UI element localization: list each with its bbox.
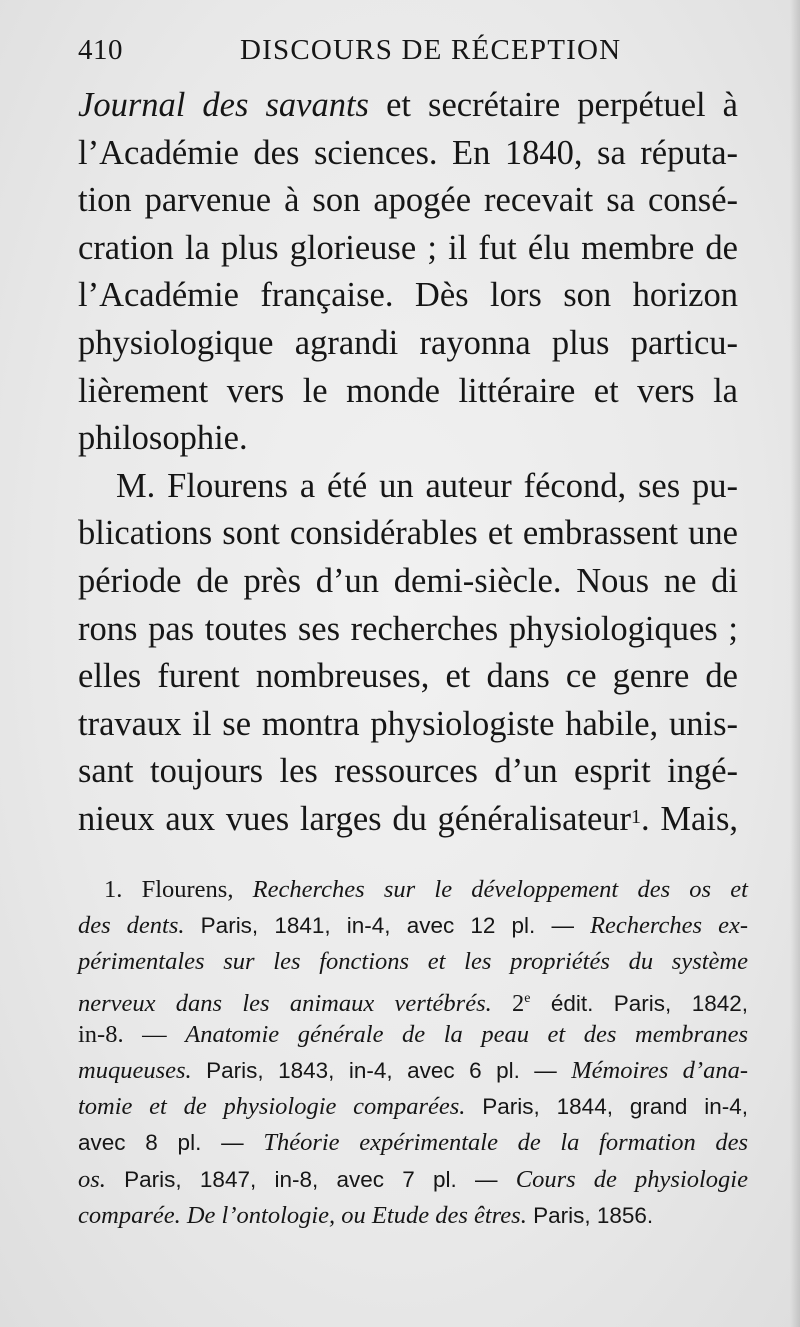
italic-span: os. xyxy=(78,1165,106,1193)
footnote-line xyxy=(78,872,748,908)
footnote xyxy=(78,872,748,1234)
footnote-line xyxy=(78,1198,748,1234)
body-text xyxy=(78,82,738,844)
text-line: elles furent nombreuses, et dans ce genre de xyxy=(78,657,738,696)
page-edge-shadow xyxy=(790,0,800,1327)
italic-span: Cours de physiologie xyxy=(515,1165,748,1193)
text-line: sant toujours les ressources d’un esprit ingé- xyxy=(78,752,738,791)
italic-span: Théorie expérimentale de la formation des xyxy=(263,1129,748,1157)
text-line: tion parvenue à son apogée recevait sa consé- xyxy=(78,181,738,220)
footnote-line xyxy=(78,981,748,1017)
italic-span: des dents. xyxy=(78,912,185,940)
italic-span: Anatomie générale de la peau et des membranes xyxy=(185,1020,748,1048)
paragraph-first-line: M. Flourens a été un auteur fécond, ses pu- xyxy=(116,466,738,505)
text-span: Paris, 1843, in-4, avec 6 pl. — xyxy=(191,1057,572,1083)
text-span: nieux aux vues larges du généralisateur xyxy=(78,799,632,838)
italic-span: périmentales sur les fonctions et les propriétés du système xyxy=(78,948,748,976)
text-span: Paris, 1841, in-4, avec 12 pl. — xyxy=(184,913,591,939)
italic-span: tomie et de physiologie comparées. xyxy=(78,1093,466,1121)
text-line: rons pas toutes ses recherches physiologiques ; xyxy=(78,609,738,648)
text-span: édit. Paris, 1842, xyxy=(530,990,748,1016)
text-span: Paris, 1847, in-8, avec 7 pl. — xyxy=(105,1166,516,1192)
text-line xyxy=(78,82,738,130)
text-span: avec 8 pl. — xyxy=(78,1130,264,1156)
text-line: blications sont considérables et embrassent une xyxy=(78,514,738,553)
text-line: physiologique agrandi rayonna plus particu- xyxy=(78,323,738,362)
text-line: travaux il se montra physiologiste habile, unis- xyxy=(78,704,738,743)
text-line xyxy=(78,796,738,844)
running-title: DISCOURS DE RÉCEPTION xyxy=(240,34,622,66)
italic-span: Recherches sur le développement des os et xyxy=(252,876,748,903)
running-header xyxy=(78,34,738,74)
italic-title: Journal des savants xyxy=(78,86,369,124)
italic-span: Recherches ex- xyxy=(590,912,749,940)
italic-span: muqueuses. xyxy=(78,1056,192,1084)
text-line: philosophie. xyxy=(78,419,248,458)
text-line: période de près d’un demi-siècle. Nous ne di xyxy=(78,561,738,600)
italic-span: Mémoires d’ana- xyxy=(571,1056,748,1084)
footnote-marker: 1 xyxy=(631,805,642,828)
footnote-line xyxy=(78,908,748,944)
text-span: et secrétaire perpétuel à xyxy=(368,86,738,124)
text-line: l’Académie des sciences. En 1840, sa réputa- xyxy=(78,133,738,172)
footnote-line xyxy=(78,1017,748,1053)
footnote-line xyxy=(78,1162,748,1198)
text-span: 2 xyxy=(491,989,525,1017)
footnote-line xyxy=(78,1053,748,1089)
text-span: . Mais, xyxy=(641,799,738,838)
footnote-line xyxy=(78,1125,748,1161)
text-line: l’Académie française. Dès lors son horizon xyxy=(78,276,738,315)
text-line: cration la plus glorieuse ; il fut élu membre de xyxy=(78,228,738,267)
superscript: e xyxy=(524,990,531,1006)
page-number: 410 xyxy=(78,34,123,66)
italic-span: nerveux dans les animaux vertébrés. xyxy=(78,989,492,1017)
footnote-line xyxy=(78,1089,748,1125)
text-span: 1. Flourens, xyxy=(104,876,253,903)
text-span: in-8. — xyxy=(78,1020,186,1048)
text-span: Paris, 1844, grand in-4, xyxy=(465,1094,748,1120)
italic-span: comparée. De l’ontologie, ou Etude des êtres. xyxy=(78,1201,527,1229)
text-line: lièrement vers le monde littéraire et vers la xyxy=(78,371,738,410)
footnote-line xyxy=(78,944,748,980)
text-span: Paris, 1856. xyxy=(526,1202,654,1228)
